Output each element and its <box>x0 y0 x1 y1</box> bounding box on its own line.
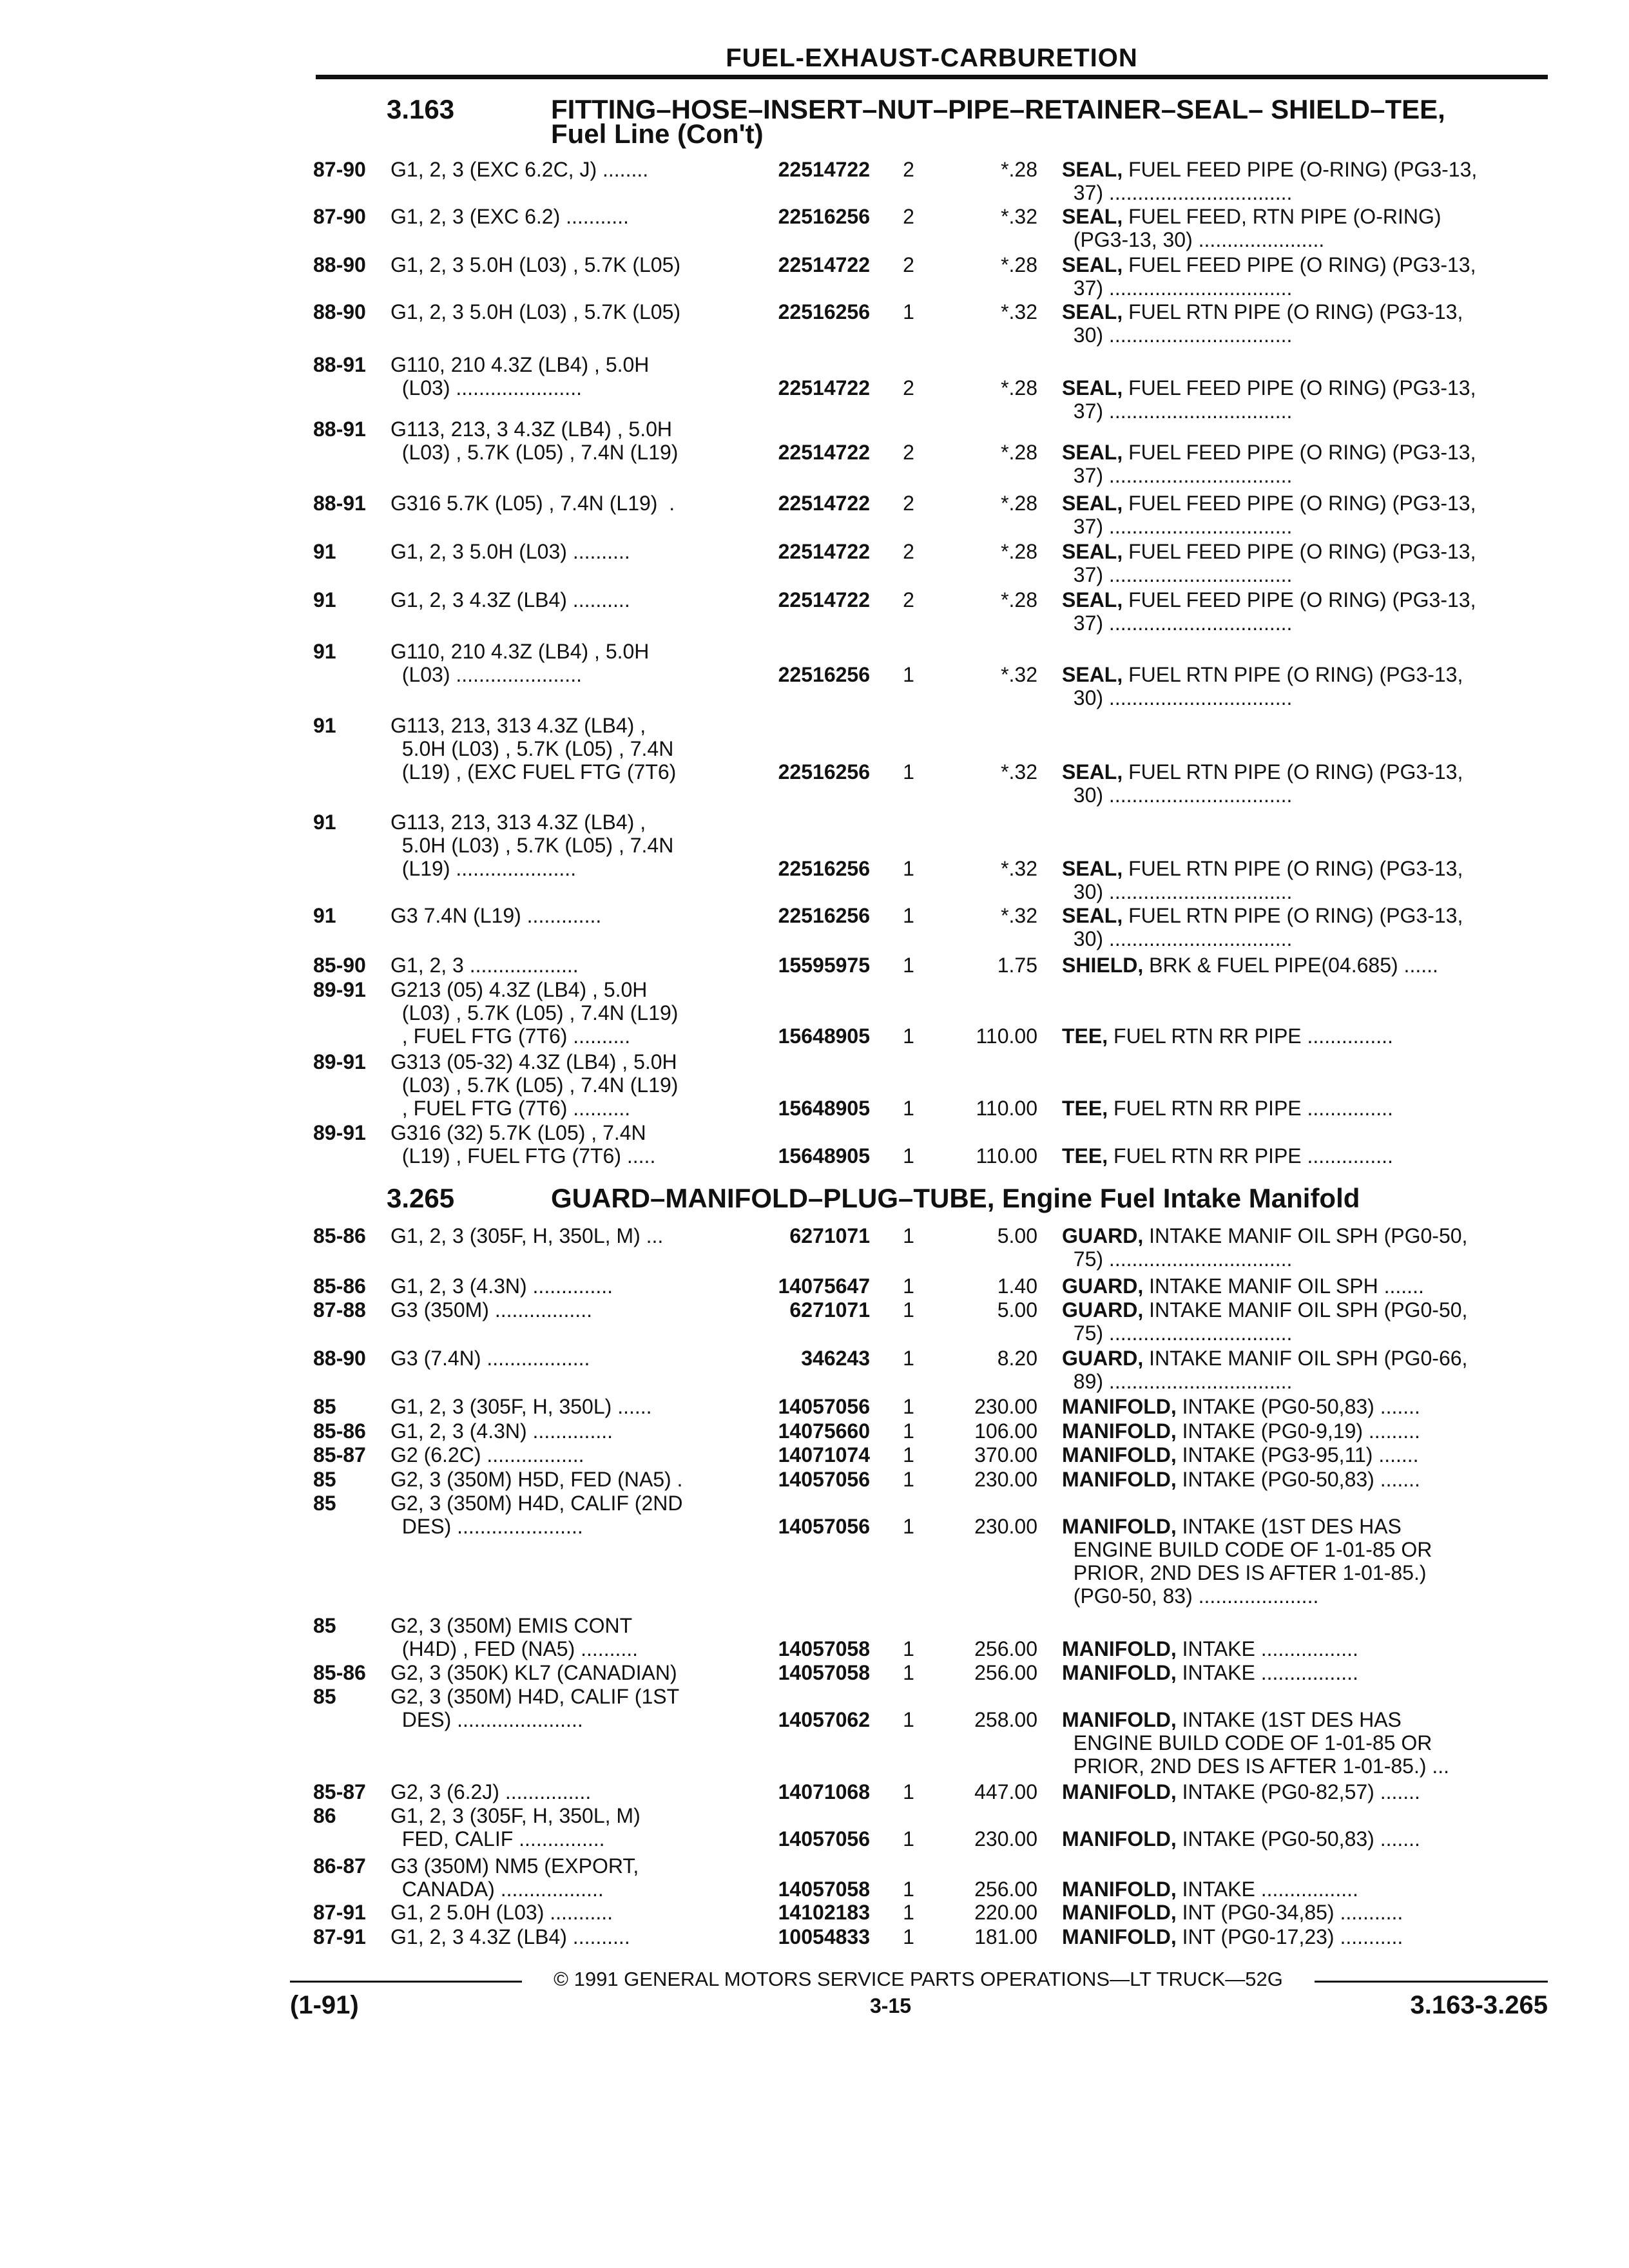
application: G113, 213, 313 4.3Z (LB4) , 5.0H (L03) , 5.7K (L05) , 7.4N (L19) , (EXC FUEL FTG (7T6) <box>390 714 677 783</box>
application: G1, 2, 3 (EXC 6.2) ........... <box>390 205 629 228</box>
footer-rule-right <box>1315 1981 1548 1983</box>
part-detail: INTAKE (PG3-95,11) ....... <box>1176 1443 1419 1466</box>
model-years: 85-87 <box>313 1443 366 1466</box>
application: G2, 3 (350M) H4D, CALIF (1ST DES) ...................... <box>390 1685 680 1731</box>
part-name: MANIFOLD, <box>1062 1925 1177 1948</box>
part-number: 22516256 <box>778 904 870 927</box>
application: G1, 2, 3 5.0H (L03) .......... <box>390 540 630 563</box>
description <box>1062 1443 1539 1466</box>
application: G110, 210 4.3Z (LB4) , 5.0H (L03) ...................... <box>390 640 650 686</box>
price: 370.00 <box>974 1443 1037 1466</box>
description <box>1062 441 1539 487</box>
part-number: 14102183 <box>778 1901 870 1924</box>
part-name: GUARD, <box>1062 1298 1144 1321</box>
quantity: 1 <box>903 1224 914 1247</box>
description <box>1062 760 1539 807</box>
model-years: 85-90 <box>313 954 366 977</box>
part-number: 22514722 <box>778 158 870 181</box>
part-number: 22514722 <box>778 253 870 276</box>
part-number: 22516256 <box>778 300 870 323</box>
price: *.28 <box>1001 441 1037 464</box>
application: G110, 210 4.3Z (LB4) , 5.0H (L03) ...................... <box>390 353 650 399</box>
part-name: TEE, <box>1062 1097 1108 1120</box>
quantity: 1 <box>903 1144 914 1168</box>
part-detail: FUEL FEED PIPE (O RING) (PG3-13, 37) ................................ <box>1073 492 1476 538</box>
quantity: 1 <box>903 1637 914 1660</box>
part-detail: INTAKE (PG0-9,19) ......... <box>1176 1419 1420 1443</box>
part-detail: FUEL RTN RR PIPE ............... <box>1108 1097 1393 1120</box>
model-years: 91 <box>313 540 336 563</box>
description <box>1062 1097 1539 1120</box>
model-years: 85-86 <box>313 1419 366 1443</box>
part-number: 14057056 <box>778 1515 870 1538</box>
description <box>1062 1274 1539 1298</box>
price: 181.00 <box>974 1925 1037 1948</box>
model-years: 89-91 <box>313 978 366 1001</box>
application: G1, 2, 3 4.3Z (LB4) .......... <box>390 1925 630 1948</box>
application: G1, 2, 3 (305F, H, 350L) ...... <box>390 1395 652 1418</box>
price: 5.00 <box>997 1224 1037 1247</box>
part-number: 14057058 <box>778 1878 870 1901</box>
application: G2, 3 (350K) KL7 (CANADIAN) <box>390 1661 677 1684</box>
price: *.28 <box>1001 492 1037 515</box>
part-name: SEAL, <box>1062 376 1123 399</box>
price: *.28 <box>1001 376 1037 399</box>
part-detail: INTAKE (PG0-82,57) ....... <box>1176 1780 1420 1803</box>
part-number: 10054833 <box>778 1925 870 1948</box>
footer-section-range: 3.163-3.265 <box>1410 1991 1548 2019</box>
part-number: 15648905 <box>778 1024 870 1048</box>
part-detail: FUEL RTN PIPE (O RING) (PG3-13, 30) ................................ <box>1073 857 1463 903</box>
description <box>1062 1144 1539 1168</box>
application: G2 (6.2C) ................. <box>390 1443 584 1466</box>
part-number: 14057056 <box>778 1395 870 1418</box>
part-number: 14075647 <box>778 1274 870 1298</box>
price: 5.00 <box>997 1298 1037 1321</box>
quantity: 1 <box>903 1443 914 1466</box>
description <box>1062 1637 1539 1660</box>
description <box>1062 300 1539 347</box>
description <box>1062 1024 1539 1048</box>
application: G1, 2, 3 5.0H (L03) , 5.7K (L05) <box>390 253 681 276</box>
application: G3 (350M) ................. <box>390 1298 592 1321</box>
part-name: SEAL, <box>1062 492 1123 515</box>
part-detail: INTAKE MANIF OIL SPH (PG0-66, 89) ................................ <box>1073 1347 1468 1393</box>
part-detail: FUEL FEED PIPE (O RING) (PG3-13, 37) ................................ <box>1073 253 1476 300</box>
part-name: MANIFOLD, <box>1062 1515 1177 1538</box>
part-number: 14057062 <box>778 1708 870 1731</box>
description <box>1062 1780 1539 1803</box>
part-number: 14071068 <box>778 1780 870 1803</box>
model-years: 87-90 <box>313 205 366 228</box>
part-name: SEAL, <box>1062 300 1123 323</box>
part-detail: INT (PG0-17,23) ........... <box>1176 1925 1403 1948</box>
part-number: 15648905 <box>778 1097 870 1120</box>
part-name: TEE, <box>1062 1024 1108 1048</box>
part-name: SEAL, <box>1062 205 1123 228</box>
part-name: MANIFOLD, <box>1062 1661 1177 1684</box>
part-name: MANIFOLD, <box>1062 1780 1177 1803</box>
part-name: SEAL, <box>1062 588 1123 611</box>
quantity: 1 <box>903 857 914 880</box>
part-number: 22516256 <box>778 760 870 783</box>
quantity: 1 <box>903 1347 914 1370</box>
part-number: 6271071 <box>789 1298 870 1321</box>
quantity: 1 <box>903 1097 914 1120</box>
description <box>1062 1347 1539 1393</box>
part-detail: FUEL RTN PIPE (O RING) (PG3-13, 30) ................................ <box>1073 663 1463 709</box>
part-name: GUARD, <box>1062 1274 1144 1298</box>
part-number: 14075660 <box>778 1419 870 1443</box>
part-name: SEAL, <box>1062 540 1123 563</box>
part-detail: FUEL FEED PIPE (O-RING) (PG3-13, 37) ................................ <box>1073 158 1478 204</box>
application: G113, 213, 313 4.3Z (LB4) , 5.0H (L03) , 5.7K (L05) , 7.4N (L19) ..................... <box>390 811 674 880</box>
model-years: 88-91 <box>313 492 366 515</box>
application: G1, 2, 3 (4.3N) .............. <box>390 1274 613 1298</box>
application: G1, 2, 3 (4.3N) .............. <box>390 1419 613 1443</box>
price: 110.00 <box>976 1097 1037 1120</box>
part-number: 346243 <box>801 1347 870 1370</box>
price: 256.00 <box>974 1878 1037 1901</box>
part-detail: FUEL FEED, RTN PIPE (O-RING) (PG3-13, 30) ...................... <box>1073 205 1441 251</box>
model-years: 85-86 <box>313 1224 366 1247</box>
description <box>1062 376 1539 423</box>
application: G113, 213, 3 4.3Z (LB4) , 5.0H (L03) , 5.7K (L05) , 7.4N (L19) <box>390 418 679 464</box>
model-years: 87-91 <box>313 1925 366 1948</box>
model-years: 91 <box>313 904 336 927</box>
part-name: MANIFOLD, <box>1062 1901 1177 1924</box>
part-name: MANIFOLD, <box>1062 1637 1177 1660</box>
description <box>1062 1901 1539 1924</box>
part-name: MANIFOLD, <box>1062 1827 1177 1850</box>
part-detail: FUEL RTN PIPE (O RING) (PG3-13, 30) ................................ <box>1073 904 1463 950</box>
price: *.28 <box>1001 588 1037 611</box>
model-years: 85-86 <box>313 1274 366 1298</box>
price: 230.00 <box>974 1515 1037 1538</box>
description <box>1062 1468 1539 1491</box>
price: 230.00 <box>974 1827 1037 1850</box>
price: 256.00 <box>974 1661 1037 1684</box>
part-name: SEAL, <box>1062 663 1123 686</box>
quantity: 2 <box>903 205 914 228</box>
quantity: 2 <box>903 253 914 276</box>
part-detail: INTAKE MANIF OIL SPH (PG0-50, 75) ................................ <box>1073 1298 1468 1345</box>
part-detail: INTAKE (1ST DES HAS ENGINE BUILD CODE OF 1-01-85 OR PRIOR, 2ND DES IS AFTER 1-01-85.) (PG0-50, 83) ..................... <box>1073 1515 1432 1608</box>
quantity: 2 <box>903 588 914 611</box>
quantity: 1 <box>903 904 914 927</box>
application: G2, 3 (6.2J) ............... <box>390 1780 592 1803</box>
model-years: 88-91 <box>313 353 366 376</box>
description <box>1062 1298 1539 1345</box>
application: G2, 3 (350M) H4D, CALIF (2ND DES) ...................... <box>390 1492 683 1538</box>
description <box>1062 1925 1539 1948</box>
application: G3 (350M) NM5 (EXPORT, CANADA) .................. <box>390 1854 639 1901</box>
price: *.28 <box>1001 253 1037 276</box>
part-name: GUARD, <box>1062 1347 1144 1370</box>
model-years: 88-90 <box>313 253 366 276</box>
quantity: 1 <box>903 1298 914 1321</box>
part-detail: FUEL RTN PIPE (O RING) (PG3-13, 30) ................................ <box>1073 760 1463 807</box>
price: 447.00 <box>974 1780 1037 1803</box>
application: G3 (7.4N) .................. <box>390 1347 590 1370</box>
quantity: 1 <box>903 1661 914 1684</box>
part-number: 22514722 <box>778 588 870 611</box>
price: 230.00 <box>974 1468 1037 1491</box>
price: 1.40 <box>997 1274 1037 1298</box>
application: G3 7.4N (L19) ............. <box>390 904 602 927</box>
quantity: 1 <box>903 1419 914 1443</box>
price: *.28 <box>1001 158 1037 181</box>
model-years: 87-91 <box>313 1901 366 1924</box>
part-name: SEAL, <box>1062 904 1123 927</box>
part-detail: INTAKE (PG0-50,83) ....... <box>1176 1827 1420 1850</box>
part-number: 14057058 <box>778 1637 870 1660</box>
price: *.32 <box>1001 205 1037 228</box>
price: *.32 <box>1001 760 1037 783</box>
quantity: 1 <box>903 1468 914 1491</box>
quantity: 1 <box>903 1395 914 1418</box>
price: *.32 <box>1001 904 1037 927</box>
model-years: 89-91 <box>313 1050 366 1073</box>
description <box>1062 663 1539 709</box>
part-detail: FUEL RTN RR PIPE ............... <box>1108 1024 1393 1048</box>
part-number: 14057056 <box>778 1827 870 1850</box>
price: *.32 <box>1001 300 1037 323</box>
model-years: 85 <box>313 1685 336 1708</box>
part-name: MANIFOLD, <box>1062 1395 1177 1418</box>
part-number: 15648905 <box>778 1144 870 1168</box>
model-years: 85 <box>313 1614 336 1637</box>
description <box>1062 540 1539 586</box>
part-number: 14071074 <box>778 1443 870 1466</box>
part-number: 14057056 <box>778 1468 870 1491</box>
price: 1.75 <box>997 954 1037 977</box>
quantity: 1 <box>903 760 914 783</box>
page-header <box>316 39 1548 79</box>
part-number: 14057058 <box>778 1661 870 1684</box>
model-years: 91 <box>313 588 336 611</box>
part-name: TEE, <box>1062 1144 1108 1168</box>
section-title: GUARD–MANIFOLD–PLUG–TUBE, Engine Fuel Intake Manifold <box>551 1183 1360 1213</box>
model-years: 85 <box>313 1492 336 1515</box>
price: *.28 <box>1001 540 1037 563</box>
model-years: 88-90 <box>313 1347 366 1370</box>
footer-date: (1-91) <box>290 1991 359 2019</box>
application: G1, 2, 3 (305F, H, 350L, M) FED, CALIF ............... <box>390 1804 641 1850</box>
model-years: 85-87 <box>313 1780 366 1803</box>
quantity: 2 <box>903 540 914 563</box>
application: G313 (05-32) 4.3Z (LB4) , 5.0H (L03) , 5.7K (L05) , 7.4N (L19) , FUEL FTG (7T6) .......... <box>390 1050 679 1120</box>
description <box>1062 1224 1539 1271</box>
description <box>1062 1878 1539 1901</box>
part-name: MANIFOLD, <box>1062 1878 1177 1901</box>
part-name: MANIFOLD, <box>1062 1468 1177 1491</box>
part-name: SEAL, <box>1062 441 1123 464</box>
application: G213 (05) 4.3Z (LB4) , 5.0H (L03) , 5.7K (L05) , 7.4N (L19) , FUEL FTG (7T6) .......... <box>390 978 679 1048</box>
part-detail: INTAKE MANIF OIL SPH (PG0-50, 75) ................................ <box>1073 1224 1468 1271</box>
description <box>1062 588 1539 635</box>
part-name: SEAL, <box>1062 760 1123 783</box>
part-name: MANIFOLD, <box>1062 1708 1177 1731</box>
quantity: 1 <box>903 663 914 686</box>
description <box>1062 492 1539 538</box>
model-years: 85 <box>313 1395 336 1418</box>
quantity: 1 <box>903 1878 914 1901</box>
model-years: 88-90 <box>313 300 366 323</box>
part-detail: FUEL FEED PIPE (O RING) (PG3-13, 37) ................................ <box>1073 441 1476 487</box>
model-years: 85-86 <box>313 1661 366 1684</box>
model-years: 87-88 <box>313 1298 366 1321</box>
model-years: 91 <box>313 811 336 834</box>
part-number: 22516256 <box>778 663 870 686</box>
description <box>1062 1515 1539 1608</box>
price: 110.00 <box>976 1144 1037 1168</box>
application: G1, 2, 3 5.0H (L03) , 5.7K (L05) <box>390 300 681 323</box>
part-detail: INTAKE (1ST DES HAS ENGINE BUILD CODE OF 1-01-85 OR PRIOR, 2ND DES IS AFTER 1-01-85.) ... <box>1073 1708 1450 1778</box>
section-subtitle: Fuel Line (Con't) <box>551 119 764 149</box>
section-number: 3.163 <box>387 94 455 124</box>
section-number: 3.265 <box>387 1183 455 1213</box>
price: *.32 <box>1001 663 1037 686</box>
application: G2, 3 (350M) H5D, FED (NA5) . <box>390 1468 683 1491</box>
section-title: FITTING–HOSE–INSERT–NUT–PIPE–RETAINER–SEAL– SHIELD–TEE, <box>551 94 1445 124</box>
application: G1, 2, 3 ................... <box>390 954 579 977</box>
description <box>1062 904 1539 950</box>
description <box>1062 1661 1539 1684</box>
footer-copyright: © 1991 GENERAL MOTORS SERVICE PARTS OPERATIONS—LT TRUCK—52G <box>535 1968 1302 1991</box>
part-detail: FUEL RTN RR PIPE ............... <box>1108 1144 1393 1168</box>
part-detail: INTAKE ................. <box>1176 1878 1358 1901</box>
quantity: 2 <box>903 158 914 181</box>
part-number: 22516256 <box>778 857 870 880</box>
part-detail: INTAKE MANIF OIL SPH ....... <box>1143 1274 1424 1298</box>
part-number: 22516256 <box>778 205 870 228</box>
quantity: 1 <box>903 1780 914 1803</box>
price: *.32 <box>1001 857 1037 880</box>
quantity: 1 <box>903 1925 914 1948</box>
description <box>1062 253 1539 300</box>
page-title: FUEL-EXHAUST-CARBURETION <box>726 44 1138 72</box>
description <box>1062 954 1539 977</box>
quantity: 1 <box>903 954 914 977</box>
price: 230.00 <box>974 1395 1037 1418</box>
part-name: MANIFOLD, <box>1062 1443 1177 1466</box>
model-years: 87-90 <box>313 158 366 181</box>
application: G1, 2, 3 4.3Z (LB4) .......... <box>390 588 630 611</box>
description <box>1062 1708 1539 1778</box>
part-number: 6271071 <box>789 1224 870 1247</box>
part-detail: FUEL FEED PIPE (O RING) (PG3-13, 37) ................................ <box>1073 588 1476 635</box>
part-name: SHIELD, <box>1062 954 1144 977</box>
part-detail: INTAKE ................. <box>1176 1637 1358 1660</box>
quantity: 2 <box>903 492 914 515</box>
part-number: 22514722 <box>778 441 870 464</box>
part-detail: FUEL FEED PIPE (O RING) (PG3-13, 37) ................................ <box>1073 540 1476 586</box>
part-detail: INTAKE (PG0-50,83) ....... <box>1176 1395 1420 1418</box>
description <box>1062 205 1539 251</box>
application: G316 5.7K (L05) , 7.4N (L19) . <box>390 492 675 515</box>
application: G316 (32) 5.7K (L05) , 7.4N (L19) , FUEL FTG (7T6) ..... <box>390 1121 656 1168</box>
application: G1, 2 5.0H (L03) ........... <box>390 1901 613 1924</box>
part-name: SEAL, <box>1062 158 1123 181</box>
part-detail: INTAKE ................. <box>1176 1661 1358 1684</box>
part-name: MANIFOLD, <box>1062 1419 1177 1443</box>
price: 220.00 <box>974 1901 1037 1924</box>
price: 106.00 <box>974 1419 1037 1443</box>
part-detail: FUEL RTN PIPE (O RING) (PG3-13, 30) ................................ <box>1073 300 1463 347</box>
part-number: 22514722 <box>778 540 870 563</box>
quantity: 2 <box>903 376 914 399</box>
part-name: SEAL, <box>1062 857 1123 880</box>
application: G2, 3 (350M) EMIS CONT (H4D) , FED (NA5) .......... <box>390 1614 639 1660</box>
price: 256.00 <box>974 1637 1037 1660</box>
quantity: 1 <box>903 1515 914 1538</box>
model-years: 86-87 <box>313 1854 366 1878</box>
model-years: 89-91 <box>313 1121 366 1144</box>
description <box>1062 1419 1539 1443</box>
description <box>1062 1395 1539 1418</box>
model-years: 88-91 <box>313 418 366 441</box>
part-number: 22514722 <box>778 376 870 399</box>
description <box>1062 1827 1539 1850</box>
quantity: 1 <box>903 1024 914 1048</box>
part-number: 15595975 <box>778 954 870 977</box>
part-number: 22514722 <box>778 492 870 515</box>
part-name: SEAL, <box>1062 253 1123 276</box>
price: 110.00 <box>976 1024 1037 1048</box>
footer-rule-left <box>290 1981 522 1983</box>
part-detail: INT (PG0-34,85) ........... <box>1176 1901 1403 1924</box>
quantity: 1 <box>903 1708 914 1731</box>
quantity: 1 <box>903 1274 914 1298</box>
application: G1, 2, 3 (EXC 6.2C, J) ........ <box>390 158 649 181</box>
footer-page-number: 3-15 <box>870 1994 912 2017</box>
part-detail: INTAKE (PG0-50,83) ....... <box>1176 1468 1420 1491</box>
quantity: 1 <box>903 1827 914 1850</box>
quantity: 1 <box>903 300 914 323</box>
model-years: 91 <box>313 640 336 663</box>
description <box>1062 857 1539 903</box>
part-detail: FUEL FEED PIPE (O RING) (PG3-13, 37) ................................ <box>1073 376 1476 423</box>
part-detail: BRK & FUEL PIPE(04.685) ...... <box>1143 954 1438 977</box>
model-years: 91 <box>313 714 336 737</box>
quantity: 2 <box>903 441 914 464</box>
quantity: 1 <box>903 1901 914 1924</box>
model-years: 85 <box>313 1468 336 1491</box>
price: 258.00 <box>974 1708 1037 1731</box>
description <box>1062 158 1539 204</box>
model-years: 86 <box>313 1804 336 1827</box>
application: G1, 2, 3 (305F, H, 350L, M) ... <box>390 1224 664 1247</box>
part-name: GUARD, <box>1062 1224 1144 1247</box>
price: 8.20 <box>997 1347 1037 1370</box>
